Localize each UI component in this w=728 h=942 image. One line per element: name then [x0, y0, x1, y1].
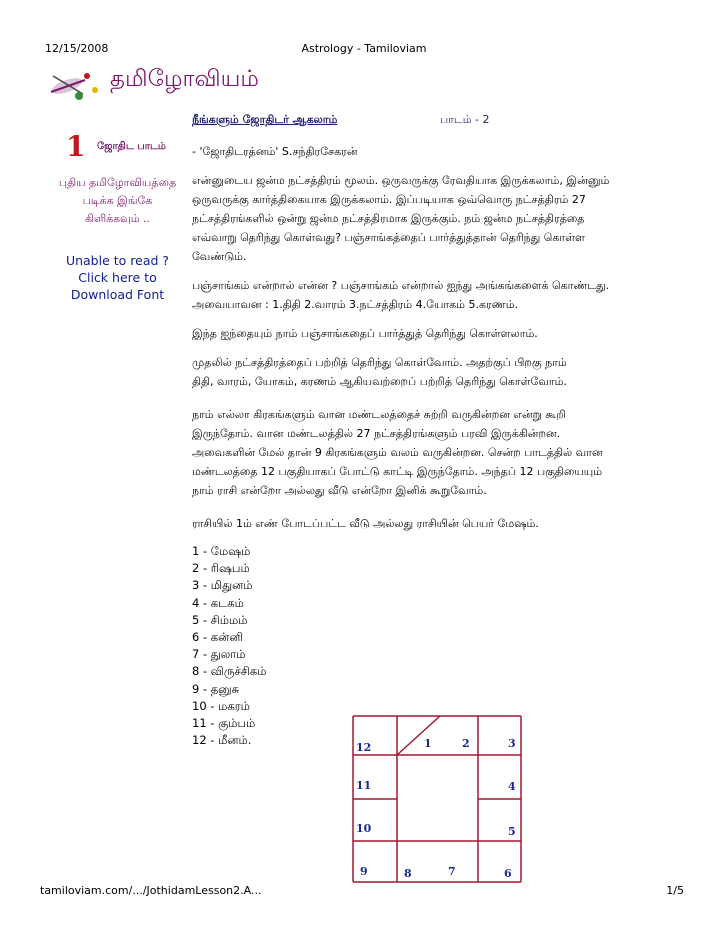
house-number-5: 5	[508, 825, 516, 838]
list-item: 9 - தனுசு	[192, 681, 240, 696]
list-item: 2 - ரிஷபம்	[192, 561, 250, 576]
text-line: என்னுடைய ஜன்ம நட்சத்திரம் மூலம். ஒருவருக்கு ரேவதியாக இருக்கலாம், இன்னும்	[192, 174, 610, 187]
download-font-link[interactable]	[40, 252, 195, 303]
paragraph	[192, 514, 662, 533]
new-tamiloviam-link[interactable]	[40, 174, 195, 228]
link-line: கிளிக்கவும் ..	[84, 212, 151, 225]
list-item: 4 - கடகம்	[192, 595, 244, 610]
list-item: 10 - மகரம்	[192, 698, 250, 713]
house-number-7: 7	[448, 865, 456, 878]
house-number-8: 8	[404, 867, 412, 880]
link-line: Click here to	[78, 270, 157, 285]
author-line: - 'ஜோதிடரத்னம்' S.சந்திரசேகரன்	[192, 145, 358, 158]
link-line: Download Font	[70, 287, 165, 302]
list-item: 3 - மிதுனம்	[192, 578, 253, 593]
house-number-11: 11	[356, 779, 372, 792]
list-item: 1 - மேஷம்	[192, 544, 251, 558]
list-item: 6 - கன்னி	[192, 630, 244, 645]
lesson-number: 1	[66, 130, 86, 163]
paragraph	[192, 353, 662, 391]
rasi-chart	[352, 715, 522, 883]
list-item: 8 - விருச்சிகம்	[192, 664, 267, 679]
text-line: நட்சத்திரங்களில் ஒன்று ஜன்ம நட்சத்திரமாக இருக்கும். நம் ஜன்ம நட்சத்திரத்தை	[192, 212, 585, 225]
house-number-10: 10	[356, 822, 372, 835]
text-line: பஞ்சாங்கம் என்றால் என்ன ? பஞ்சாங்கம் என்றால் ஐந்து அங்கங்களைக் கொண்டது.	[192, 279, 610, 292]
page-number: 1/5	[666, 884, 684, 897]
link-line: Unable to read ?	[65, 253, 170, 268]
list-item: 5 - சிம்மம்	[192, 612, 248, 627]
house-number-1: 1	[424, 737, 432, 750]
house-number-2: 2	[462, 737, 470, 750]
link-line: புதிய தமிழோவியத்தை	[58, 176, 177, 189]
house-number-12: 12	[356, 741, 372, 754]
text-line: வேண்டும்.	[192, 250, 247, 263]
paragraph	[192, 405, 662, 500]
chart-grid	[353, 716, 521, 882]
link-line: படிக்க இங்கே	[82, 194, 153, 207]
text-line: அவையாவன : 1.திதி 2.வாரம் 3.நட்சத்திரம் 4.யோகம் 5.கரணம்.	[192, 298, 519, 311]
list-item: 11 - கும்பம்	[192, 716, 256, 731]
text-line: இந்த ஐந்தையும் நாம் பஞ்சாங்கதைப் பார்த்துத் தெரிந்து கொள்ளலாம்.	[192, 327, 538, 340]
page-title: Astrology - Tamiloviam	[301, 42, 427, 55]
text-line: முதலில் நட்சத்திரத்தைப் பற்றித் தெரிந்து கொள்வோம். அதற்குப் பிறகு நாம்	[192, 356, 567, 369]
text-line: திதி, வாரம், யோகம், கரணம் ஆகியவற்றைப் பற்றித் தெரிந்து கொள்வோம்.	[192, 375, 567, 388]
logo-text: தமிழோவியம்	[110, 66, 259, 92]
list-item: 7 - துலாம்	[192, 647, 246, 662]
text-line: நாம் எல்லா கிரகங்களும் வான மண்டலத்தைச் சுற்றி வருகின்றன என்று கூறி	[192, 408, 566, 421]
print-date: 12/15/2008	[45, 42, 109, 55]
house-number-9: 9	[360, 865, 368, 878]
article-header	[192, 110, 662, 130]
paragraph	[192, 171, 662, 266]
house-number-3: 3	[508, 737, 516, 750]
text-line: ராசியில் 1ம் எண் போடப்பட்ட வீடு அல்லது ராசியின் பெயர் மேஷம்.	[192, 517, 539, 530]
article-title: நீங்களும் ஜோதிடர் ஆகலாம்	[192, 113, 338, 126]
chart-line-14	[397, 716, 440, 755]
text-line: நாம் ராசி என்றோ அல்லது வீடு என்றோ இனிக் கூறுவோம்.	[192, 484, 487, 497]
text-line: எவ்வாறு தெரிந்து கொள்வது? பஞ்சாங்கத்தைப் பார்த்துத்தான் தெரிந்து கொள்ள	[192, 231, 585, 244]
text-line: இருந்தோம். வான மண்டலத்தில் 27 நட்சத்திரங்களும் பரவி இருக்கின்றன.	[192, 427, 561, 440]
footer-url: tamiloviam.com/.../JothidamLesson2.A...	[40, 884, 262, 897]
chart-numbers	[356, 737, 516, 880]
lesson-word: ஜோதிட பாடம்	[97, 141, 166, 152]
paragraph	[192, 276, 662, 314]
paragraph	[192, 324, 662, 343]
house-number-6: 6	[504, 867, 512, 880]
lesson-label: பாடம் - 2	[440, 113, 490, 126]
text-line: மண்டலத்தை 12 பகுதியாகப் போட்டு காட்டி இருந்தோம். அந்தப் 12 பகுதியையும்	[192, 465, 603, 478]
text-line: அவைகளின் மேல் தான் 9 கிரகங்களும் வலம் வருகின்றன. சென்ற பாடத்தில் வான	[192, 446, 603, 459]
list-item: 12 - மீனம்.	[192, 733, 252, 748]
article-body	[192, 110, 662, 749]
house-number-4: 4	[508, 780, 516, 793]
text-line: ஒருவருக்கு கார்த்திகையாக இருக்கலாம். இப்படியாக ஒவ்வொரு நட்சத்திரம் 27	[192, 193, 586, 206]
